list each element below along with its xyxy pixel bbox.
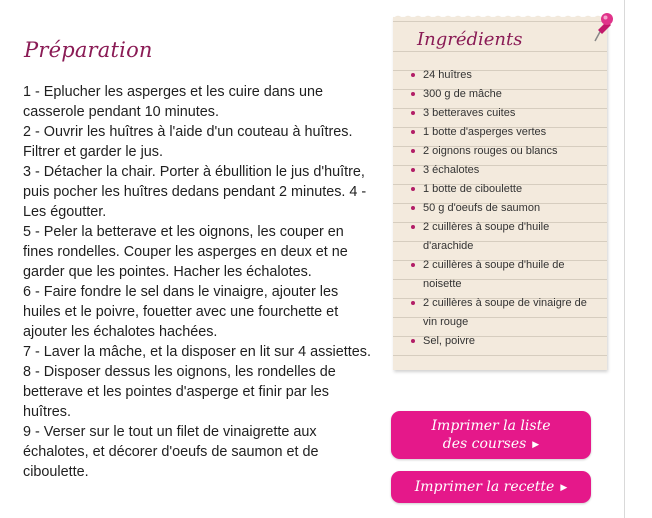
ingredient-item: 1 botte d'asperges vertes — [408, 123, 600, 142]
ingredient-item: 1 botte de ciboulette — [408, 180, 600, 199]
ingredient-item: 2 cuillères à soupe d'huile d'arachide — [408, 218, 600, 256]
step-7: 7 - Laver la mâche, et la disposer en lit sur 4 assiettes. — [23, 344, 371, 360]
ingredient-item: Sel, poivre — [408, 332, 600, 351]
step-6: 6 - Faire fondre le sel dans le vinaigre, ajouter les huiles et le poivre, fouetter avec une fourchette et ajouter les échalotes hachées. — [23, 284, 339, 340]
ingredient-item: 3 betteraves cuites — [408, 104, 600, 123]
ingredient-item: 3 échalotes — [408, 161, 600, 180]
step-1: 1 - Eplucher les asperges et les cuire dans une casserole pendant 10 minutes. — [23, 84, 323, 120]
ingredient-item: 2 cuillères à soupe de vinaigre de vin rouge — [408, 294, 600, 332]
preparation-steps — [23, 82, 373, 482]
pushpin-icon — [585, 8, 615, 48]
print-list-label-line2: des courses — [442, 435, 527, 452]
play-arrow-icon: ▶ — [560, 483, 568, 493]
print-recipe-button[interactable] — [391, 471, 591, 503]
ingredient-item: 2 oignons rouges ou blancs — [408, 142, 600, 161]
ingredient-item: 2 cuillères à soupe d'huile de noisette — [408, 256, 600, 294]
ingredients-list — [408, 66, 600, 351]
content-divider — [624, 0, 625, 518]
print-shopping-list-button[interactable] — [391, 411, 591, 459]
ingredient-item: 300 g de mâche — [408, 85, 600, 104]
step-9: 9 - Verser sur le tout un filet de vinaigrette aux échalotes, et décorer d'oeufs de saumon et de ciboulette. — [23, 424, 319, 480]
play-arrow-icon: ▶ — [532, 439, 540, 450]
step-8: 8 - Disposer dessus les oignons, les rondelles de betterave et les pointes d'asperge et finir par les huîtres. — [23, 364, 336, 420]
ingredients-title: Ingrédients — [417, 29, 523, 50]
ingredient-item: 24 huîtres — [408, 66, 600, 85]
step-3: 3 - Détacher la chair. Porter à ébullition le jus d'huître, puis pocher les huîtres dedans pendant 2 minutes. 4 - Les égoutter. — [23, 164, 367, 220]
ingredient-item: 50 g d'oeufs de saumon — [408, 199, 600, 218]
print-recipe-label: Imprimer la recette — [414, 479, 555, 495]
step-5: 5 - Peler la betterave et les oignons, les couper en fines rondelles. Couper les asperges en deux et ne garder que les pointes. Hacher les échalotes. — [23, 224, 348, 280]
preparation-title: Préparation — [24, 38, 153, 62]
step-2: 2 - Ouvrir les huîtres à l'aide d'un couteau à huîtres. Filtrer et garder le jus. — [23, 124, 353, 160]
print-list-label-line1: Imprimer la liste — [431, 417, 551, 434]
